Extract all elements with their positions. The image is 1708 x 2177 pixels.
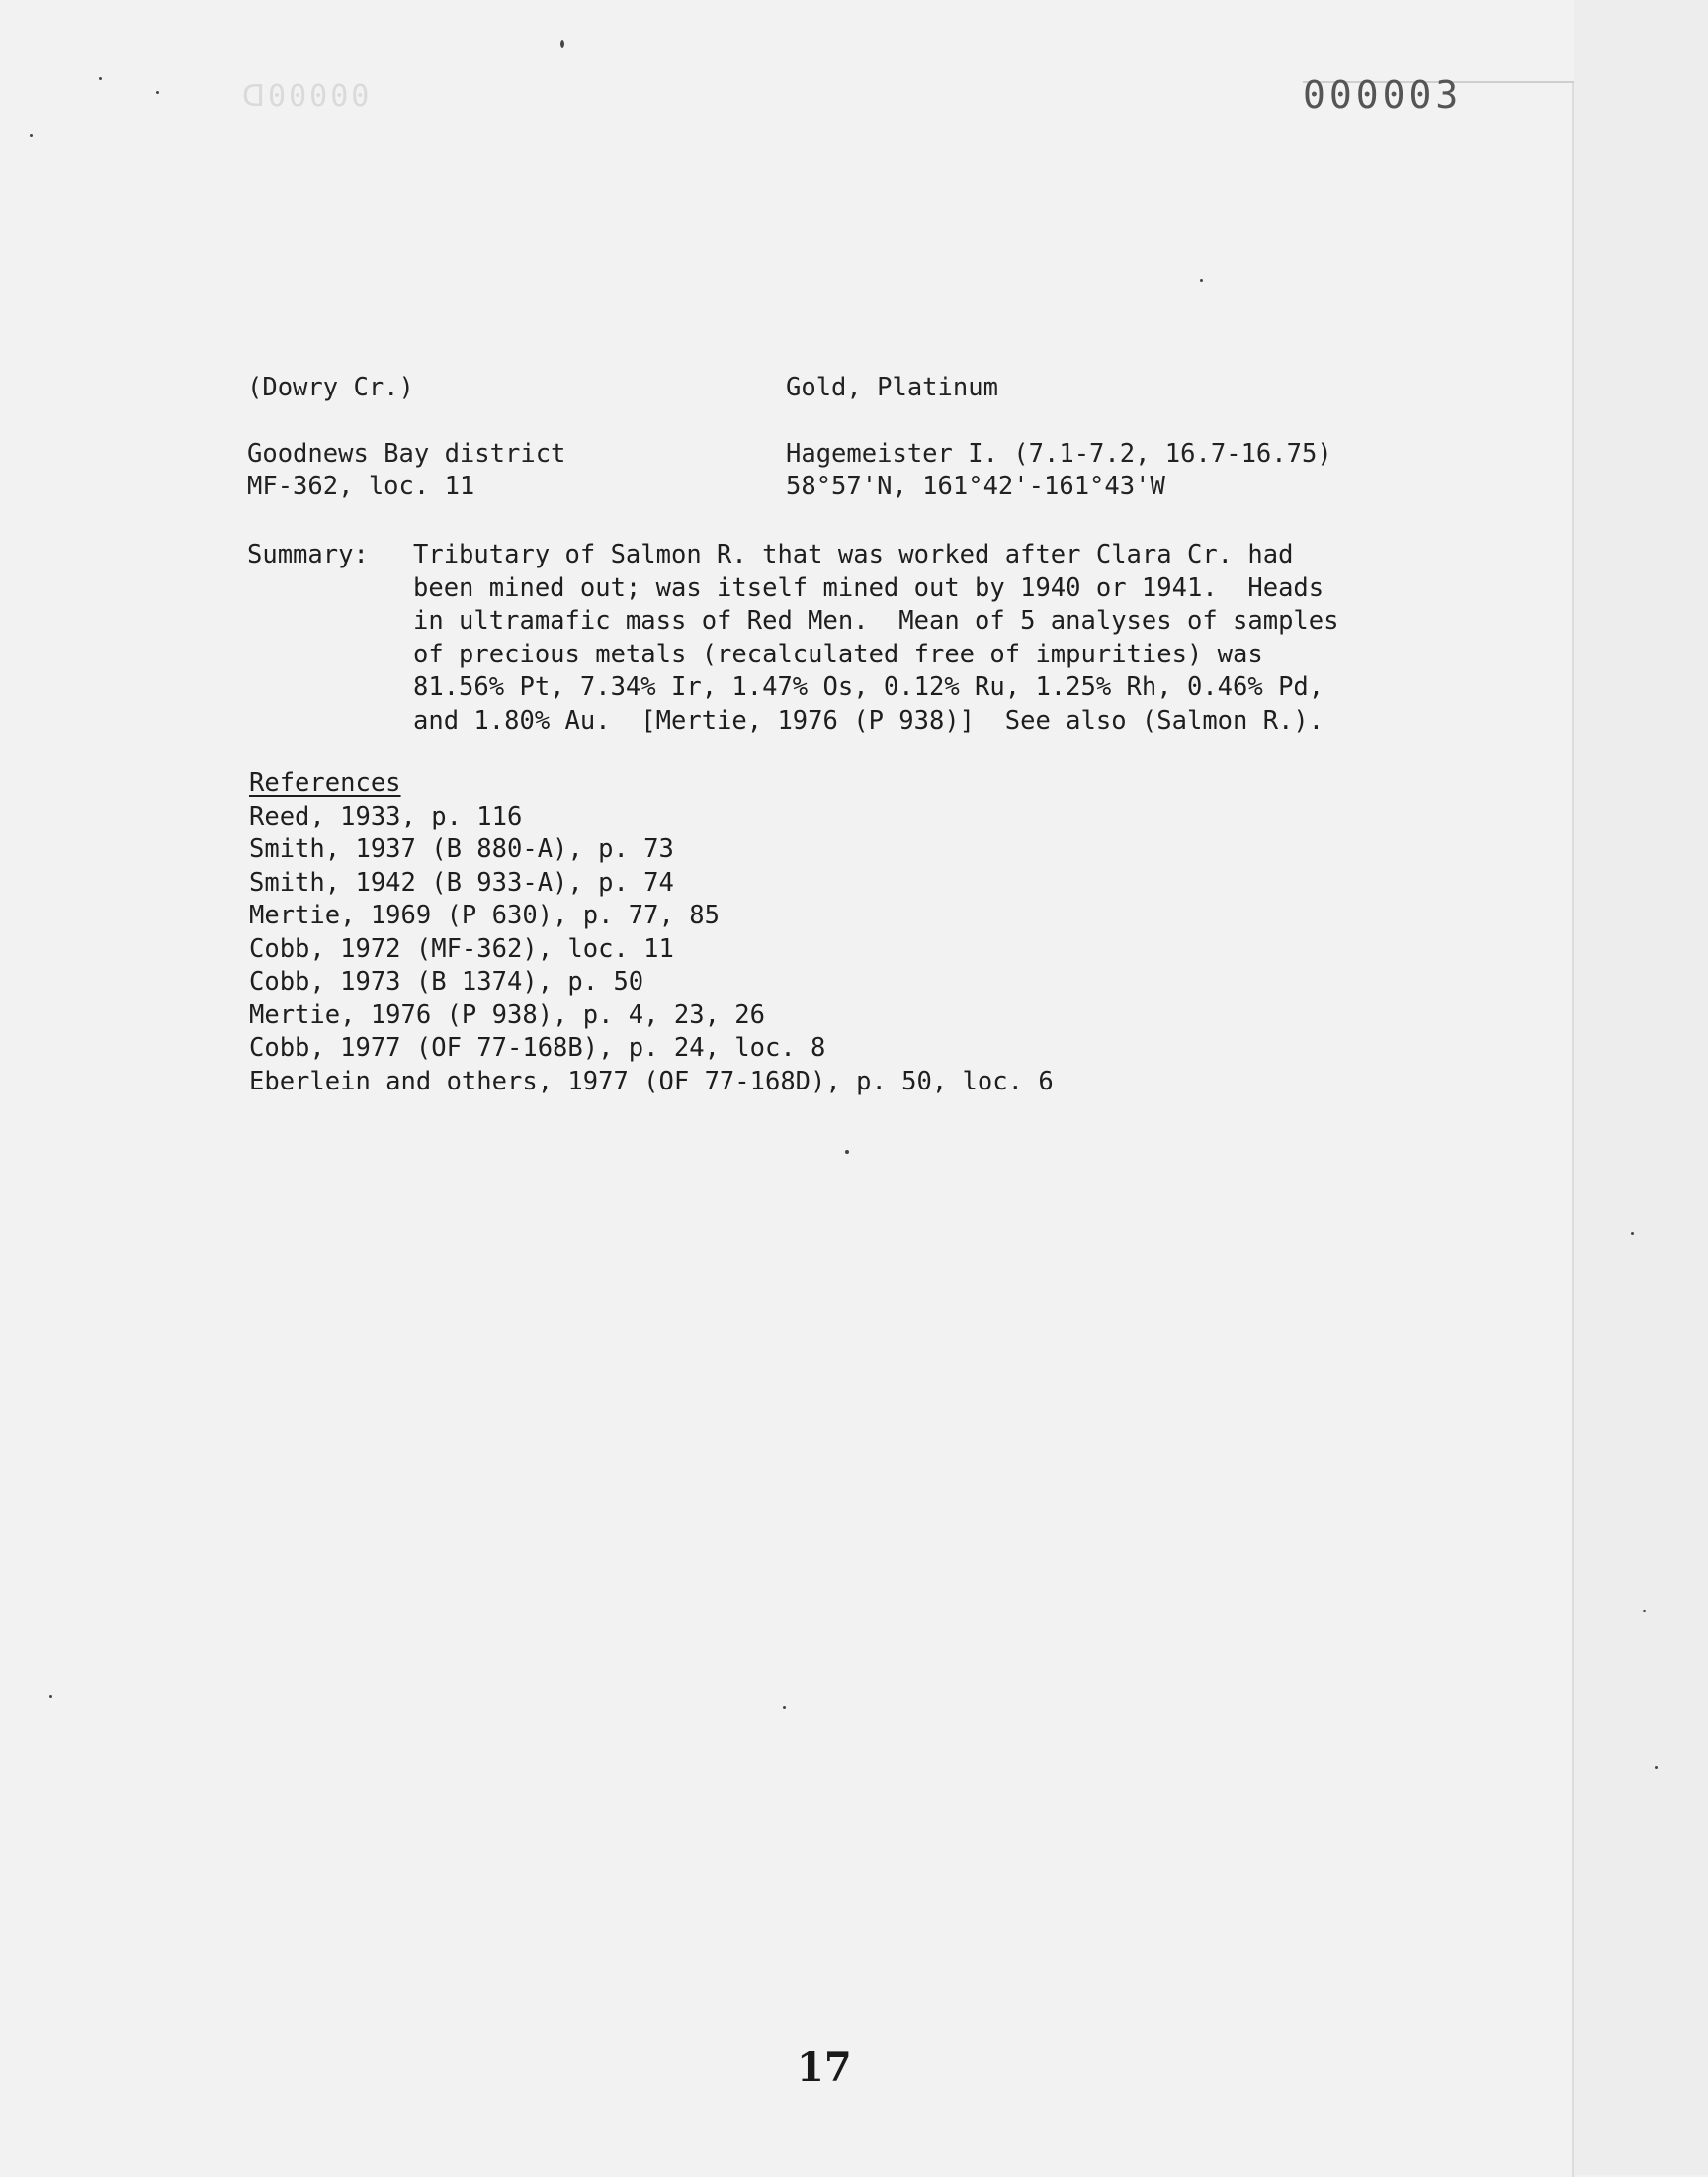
document-number: 000003 <box>1303 73 1463 117</box>
entry-name: (Dowry Cr.) <box>247 373 414 402</box>
scan-speck <box>99 77 102 80</box>
entry-commodities: Gold, Platinum <box>786 373 998 402</box>
reference-item: Smith, 1937 (B 880-A), p. 73 <box>249 834 674 864</box>
reference-item: Cobb, 1973 (B 1374), p. 50 <box>249 967 644 997</box>
references-section <box>249 767 1054 1098</box>
reference-item: Mertie, 1969 (P 630), p. 77, 85 <box>249 901 720 930</box>
scan-speck <box>1631 1232 1634 1235</box>
scan-speck <box>156 91 159 94</box>
entry-coordinates: 58°57'N, 161°42'-161°43'W <box>786 472 1165 501</box>
scan-speck <box>1200 279 1203 282</box>
entry-quadrangle: Hagemeister I. (7.1-7.2, 16.7-16.75) <box>786 439 1332 469</box>
page-number: 17 <box>797 2045 852 2091</box>
summary-line: been mined out; was itself mined out by 1940 or 1941. Heads <box>413 572 1324 603</box>
reference-item: Cobb, 1972 (MF-362), loc. 11 <box>249 933 674 964</box>
scan-speck <box>560 40 564 48</box>
page-edge-line <box>1572 81 1574 2177</box>
scan-speck <box>49 1695 52 1698</box>
scan-speck <box>783 1706 786 1709</box>
summary-line: and 1.80% Au. [Mertie, 1976 (P 938)] See also (Salmon R.). <box>413 705 1324 736</box>
scan-speck <box>30 134 33 137</box>
entry-district: Goodnews Bay district <box>247 439 566 469</box>
reference-item: Cobb, 1977 (OF 77-168B), p. 24, loc. 8 <box>249 1033 826 1063</box>
summary-line: in ultramafic mass of Red Men. Mean of 5 analyses of samples <box>413 606 1339 636</box>
scan-speck <box>1643 1610 1646 1612</box>
references-heading: References <box>249 768 401 798</box>
scan-speck <box>1655 1766 1658 1769</box>
summary-label: Summary: <box>247 540 369 569</box>
summary-text <box>413 539 1441 738</box>
entry-map-reference: MF-362, loc. 11 <box>247 472 475 501</box>
bleed-through-mark: ᗡ00000 <box>242 79 373 114</box>
reference-item: Mertie, 1976 (P 938), p. 4, 23, 26 <box>249 1000 765 1030</box>
reference-item: Eberlein and others, 1977 (OF 77-168D), p. 50, loc. 6 <box>249 1066 1054 1096</box>
reference-item: Smith, 1942 (B 933-A), p. 74 <box>249 867 674 898</box>
summary-line: of precious metals (recalculated free of impurities) was <box>413 639 1263 669</box>
summary-line: Tributary of Salmon R. that was worked after Clara Cr. had <box>413 540 1294 569</box>
summary-line: 81.56% Pt, 7.34% Ir, 1.47% Os, 0.12% Ru, 1.25% Rh, 0.46% Pd, <box>413 672 1324 702</box>
scan-margin <box>1574 0 1708 2175</box>
scan-speck <box>845 1150 849 1154</box>
reference-item: Reed, 1933, p. 116 <box>249 801 523 831</box>
